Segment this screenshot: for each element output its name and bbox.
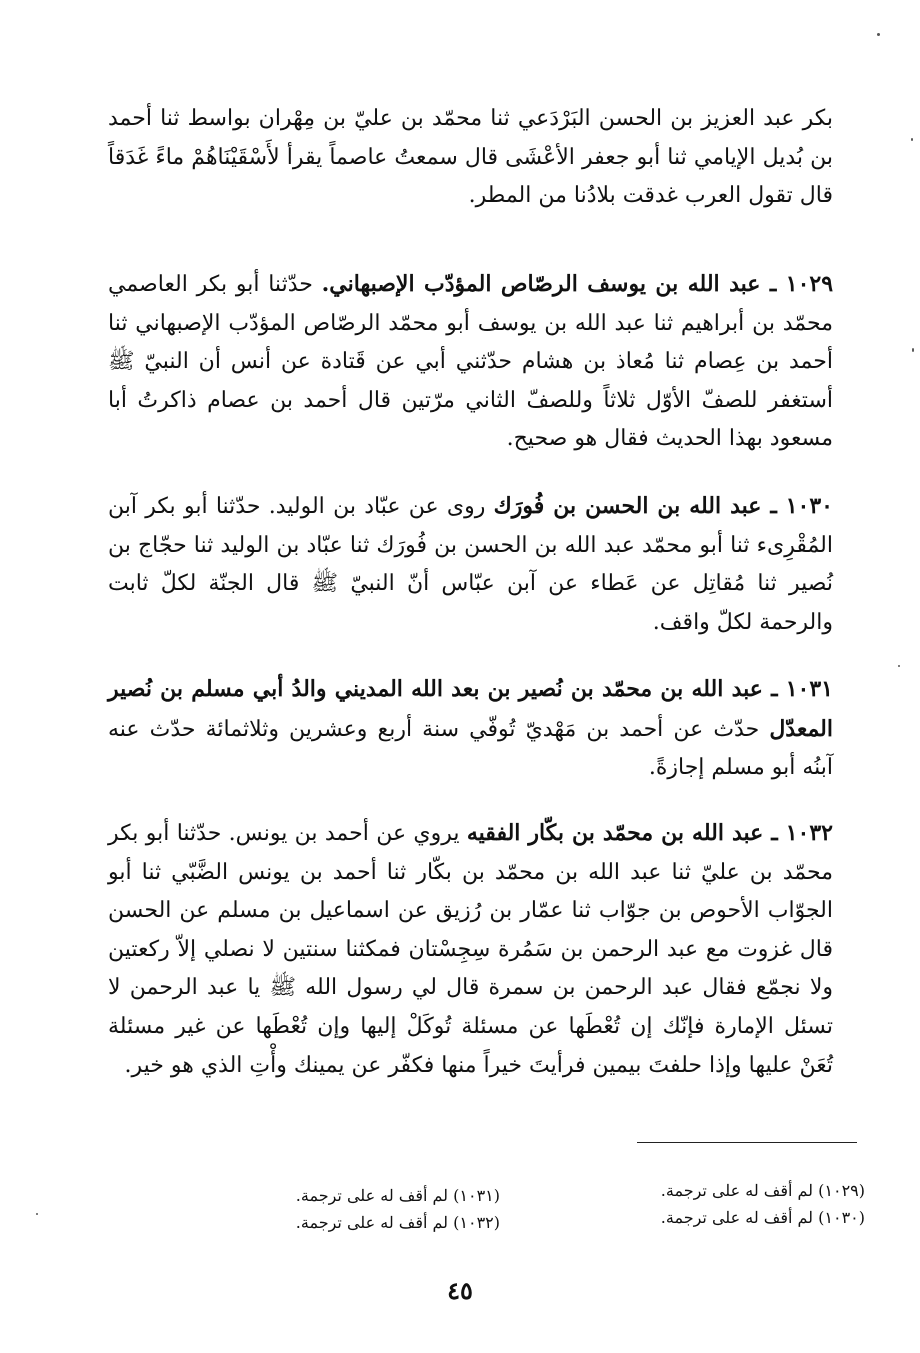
scan-speck: [898, 665, 900, 667]
entry-1029: [108, 265, 833, 459]
scan-speck: [877, 33, 880, 36]
entry-heading: ١٠٣٠ ـ عبد الله بن الحسن بن فُورَك: [493, 493, 833, 519]
entry-1032: [108, 814, 833, 1085]
entry-1031: [108, 670, 833, 788]
entry-heading: ١٠٢٩ ـ عبد الله بن يوسف الرصّاص المؤدّب الإصبهاني.: [321, 271, 834, 297]
page-number: ٤٥: [447, 1276, 473, 1305]
footnote-1032: (١٠٣٢) لم أقف له على ترجمة.: [295, 1213, 500, 1232]
footnotes-right-column: [600, 1177, 865, 1231]
entry-1030: [108, 487, 833, 642]
entry-text: يروي عن أحمد بن يونس. حدّثنا أبو بكر محمّد بن عليّ ثنا عبد الله بن محمّد بن بكّار ثنا أحمد بن يونس الضَّبّي ثنا أبو الجوّاب الأحوص بن جوّاب ثنا عمّار بن رُزيق عن اسماعيل بن مسلم عن الحسن قال غزوت مع عبد الرحمن بن سَمُرة سِجِسْتان فمكثنا سنتين لا نصلي إلاّ ركعتين ولا نجمّع فقال عبد الرحمن بن سمرة قال لي رسول الله ﷺ يا عبد الرحمن لا تسئل الإمارة فإنّك إن تُعْطَها عن مسئلة تُوكَلْ إليها وإن تُعْطَها عن غير مسئلة تُعَنْ عليها وإذا حلفتَ بيمين فرأيتَ خيراً منها فكفّر عن يمينك وأْتِ الذي هو خير.: [108, 821, 833, 1078]
footnote-1029: (١٠٢٩) لم أقف له على ترجمة.: [660, 1181, 865, 1200]
footnote-1030: (١٠٣٠) لم أقف له على ترجمة.: [660, 1208, 865, 1227]
entry-text: حدّث عن أحمد بن مَهْديّ تُوفّي سنة أربع وعشرين وثلاثمائة حدّث عنه آبنُه أبو مسلم إجازةً.: [108, 716, 833, 781]
footnote-divider: [637, 1142, 857, 1143]
paragraph-continuation: [108, 100, 833, 216]
scan-speck: [911, 138, 913, 141]
scan-speck: [912, 348, 914, 352]
scan-speck: [36, 1213, 38, 1215]
entry-heading: ١٠٣٢ ـ عبد الله بن محمّد بن بكّار الفقيه: [466, 820, 833, 846]
entry-text: حدّثنا أبو بكر العاصمي محمّد بن أبراهيم ثنا عبد الله بن يوسف أبو محمّد الرصّاص المؤدّب الإصبهاني ثنا أحمد بن عِصام ثنا مُعاذ بن هشام حدّثني أبي عن قَتادة عن أنس أن النبيّ ﷺ أستغفر للصفّ الأوّل ثلاثاً وللصفّ الثاني مرّتين قال أحمد بن عصام ذاكرتُ أبا مسعود بهذا الحديث فقال هو صحيح.: [108, 272, 833, 452]
footnotes-left-column: [230, 1182, 500, 1236]
paragraph-text: بكر عبد العزيز بن الحسن البَرْدَعي ثنا محمّد بن عليّ بن مِهْران بواسط ثنا أحمد بن بُديل الإيامي ثنا أبو جعفر الأعْشَى قال سمعتُ عاصماً يقرأ لأَسْقَيْنَاهُمْ ماءً غَدَقاً قال تقول العرب غدقت بلادُنا من المطر.: [108, 106, 833, 209]
entry-text: روى عن عبّاد بن الوليد. حدّثنا أبو بكر آبن المُقْرِىء ثنا أبو محمّد عبد الله بن الحسن بن فُورَك ثنا عبّاد بن الوليد ثنا حجّاج بن نُصير ثنا مُقاتِل عن عَطاء عن آبن عبّاس أنّ النبيّ ﷺ قال الجنّة لكلّ ثابت والرحمة لكلّ واقف.: [108, 494, 833, 635]
footnote-1031: (١٠٣١) لم أقف له على ترجمة.: [295, 1186, 500, 1205]
entry-heading: ١٠٣١ ـ عبد الله بن محمّد بن نُصير بن بعد الله المديني والدُ أبي مسلم بن نُصير المعدّل: [108, 676, 833, 742]
